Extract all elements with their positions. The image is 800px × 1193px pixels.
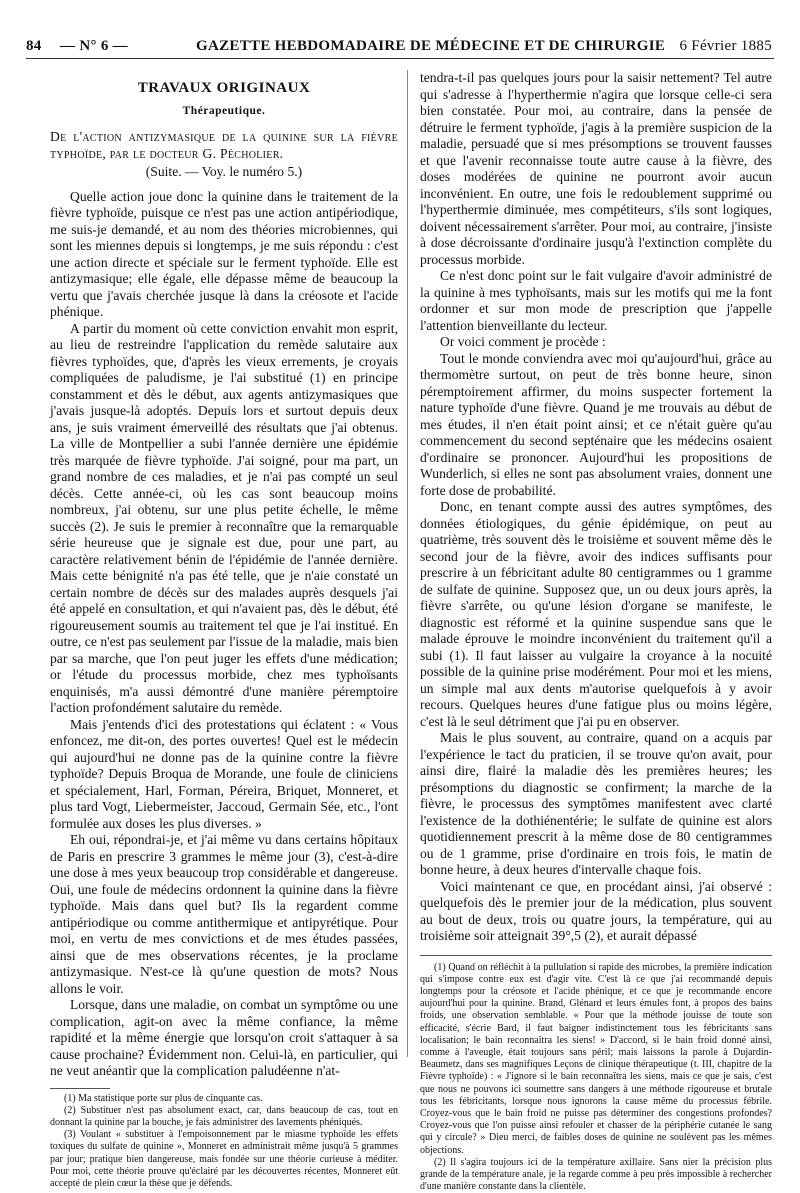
paragraph: Tout le monde conviendra avec moi qu'aujourd'hui, grâce au thermomètre surtout, on peut de très bonne heure, sinon péremptoirement affirmer, du moins suspecter fortement la nature typhoïde d'une fièvre. Quand je me trouvais au début de mes études, il n'en était point ainsi; et ce n'était guère qu'au commencement du second septénaire que les médecins osaient d'ordinaire se prononcer. Aujourd'hui les propositions de Wunderlich, si elles ne sont pas absolument vraies, donnent une forte dose de probabilité. xyxy=(420,351,772,500)
right-column xyxy=(420,70,772,1073)
paragraph: tendra-t-il pas quelques jours pour la saisir nettement? Tel autre qui s'adresse à l'hyperthermie n'agira que lorsque celle-ci sera bien constatée. Pour moi, au contraire, dans la pensée de détruire le ferment typhoïde, j'agis à la première suspicion de la maladie, persuadé que si mes présomptions se trouvent fausses et que l'avenir reconnaisse toute autre cause à la fièvre, des doses modérées de quinine ne pourront avoir aucun inconvénient. En outre, une fois le redoublement supprimé ou l'hyperthermie diminuée, mes compétiteurs, s'ils sont logiques, doivent nécessairement s'arrêter. Pour moi, au contraire, j'insiste à dose décroissante d'ordinaire jusqu'à l'extinction complète du processus morbide. xyxy=(420,70,772,268)
paragraph: Ce n'est donc point sur le fait vulgaire d'avoir administré de la quinine à mes typhoïsants, mais sur les motifs qui me la font ordonner et sur mon mode de prescription que j'appelle l'attention bienveillante du lecteur. xyxy=(420,268,772,334)
paragraph: Lorsque, dans une maladie, on combat un symptôme ou une complication, agit-on avec la même confiance, la même rapidité et la même énergie que lorsqu'on croit s'attaquer à sa cause prochaine? Évidemment non. Celui-là, en particulier, qui ne veut anéantir que la complication paludéenne n'at- xyxy=(50,997,398,1080)
footnote: (2) Substituer n'est pas absolument exact, car, dans beaucoup de cas, tout en donnant la quinine par la bouche, je fais administrer des lavements phéniqués. xyxy=(50,1105,398,1129)
article-title xyxy=(50,129,398,162)
paragraph: Mais j'entends d'ici des protestations qui éclatent : « Vous enfoncez, me dit-on, des portes ouvertes! Quel est le médecin qui aujourd'hui ne donne pas de la quinine contre la fièvre typhoïde? Depuis Broqua de Morande, une foule de cliniciens et spécialement, Harl, Forman, Péreira, Briquet, Monneret, et plus tard Vogt, Liebermeister, Jaccoud, Germain Sée, etc., l'ont formulée aux doses les plus diverses. » xyxy=(50,717,398,833)
article-title-text: De l'action antizymasique de la quinine sur la fièvre typhoïde, par le docteur G. Pécholier. xyxy=(50,129,398,161)
footnote: (3) Voulant « substituer à l'empoisonnement par le miasme typhoïde les effets toxiques du sulfate de quinine », Monneret en administrait même jusqu'à 5 grammes par jour; pratique bien dangereuse, mais fondée sur une théorie curieuse à méditer. Pour moi, cette théorie prouve qu'éclairé par les découvertes récentes, Monneret eût accepté de plein cœur la thèse que je défends. xyxy=(50,1129,398,1190)
footnote: (1) Quand on réfléchit à la pullulation si rapide des microbes, la première indication qui s'impose contre eux est d'agir vite. C'est là ce que j'ai recommandé depuis longtemps pour la créosote et l'acide phénique, et ce que je recommande encore aujourd'hui pour la quinine. Brand, Glénard et leurs émules font, à propos des bains froids, une observation semblable. « Pour que la méthode jouisse de toute son efficacité, s'écrie Bard, il faut baigner indistinctement tous les fébricitants sans localisation; le bain reconnaîtra les siens! » D'accord, si le bain froid donné ainsi, comme à l'aveugle, était toujours sans péril; mais laissons la parole à Dujardin-Beaumetz, dans ses magnifiques Leçons de clinique thérapeutique (t. III, chapitre de la Fièvre typhoïde) : « J'ignore si le bain reconnaîtra les siens, mais ce que je sais, c'est que nous ne pouvons ici soumettre sans dangers à une méthode rigoureuse et brutale tous les fébricitants, lorsque nous ignorons la cause même du processus fébrile. Croyez-vous que le bain froid ne puisse pas déterminer des congestions profondes? Croyez-vous que l'on puisse ainsi refouler et chasser de la périphérie cutanée le sang qui y circule? » Dieu merci, de faibles doses de quinine ne soulèvent pas les mêmes objections. xyxy=(420,962,772,1157)
section-title: TRAVAUX ORIGINAUX xyxy=(50,80,398,97)
paragraph: Donc, en tenant compte aussi des autres symptômes, des données étiologiques, du génie épidémique, on peut au quatrième, très souvent dès le troisième et souvent même dès le second jour de la fièvre, avoir des indices suffisants pour prescrire à un fébricitant adulte 80 centigrammes ou 1 gramme de sulfate de quinine. Supposez que, un ou deux jours après, la fièvre s'arrête, ou qu'une lésion d'organe se manifeste, le diagnostic est réformé et la quinine suspendue sans que le malade éprouve le moindre inconvénient du traitement qu'il a subi (1). Il faut laisser au vulgaire la croyance à la nocuité possible de la quinine prise modérément. Pour moi et les miens, un simple mal aux dents m'autorise quelquefois à y avoir recours. Quelques heures d'une fatigue plus ou moins légère, c'est là le seul détriment que j'ai pu en observer. xyxy=(420,499,772,730)
issue-date: 6 Février 1885 xyxy=(679,38,772,55)
journal-title: GAZETTE HEBDOMADAIRE DE MÉDECINE ET DE CHIRURGIE xyxy=(196,38,665,55)
footnotes-block xyxy=(420,955,772,1193)
paragraph: Mais le plus souvent, au contraire, quand on a acquis par l'expérience le tact du praticien, il se trouve qu'on avait, pour ainsi dire, flairé la maladie dès les premières heures; les présomptions du diagnostic se confirment; la marche de la fièvre, le processus des symptômes manifestent avec clarté l'existence de la dothiénentérie; le sulfate de quinine est alors quotidiennement prescrit à la même dose de 80 centigrammes ou de 1 gramme, prise d'ordinaire en trois fois, le matin de bonne heure, à deux heures d'intervalle chaque fois. xyxy=(420,730,772,879)
article-continuation-note: (Suite. — Voy. le numéro 5.) xyxy=(50,164,398,181)
paragraph: Or voici comment je procède : xyxy=(420,334,772,351)
paragraph: Quelle action joue donc la quinine dans le traitement de la fièvre typhoïde, puisque ce n'est pas une action antipériodique, me suis-je demandé, et au nom des théories microbiennes, qui sont les miennes depuis si longtemps, je me suis répondu : c'est une action directe et spéciale sur le ferment typhoïde. Elle est antizymasique; elle égale, elle dépasse même de beaucoup la vertu que j'avais cherchée jusque là dans la créosote et l'acide phénique. xyxy=(50,189,398,321)
paragraph: Voici maintenant ce que, en procédant ainsi, j'ai observé : quelquefois dès le premier jour de la médication, plus souvent au bout de deux, trois ou quatre jours, la température, qui au troisième soir atteignait 39°,5 (2), et aurait dépassé xyxy=(420,879,772,945)
footnote: (1) Ma statistique porte sur plus de cinquante cas. xyxy=(50,1093,398,1105)
footnote-rule xyxy=(50,1088,110,1089)
header-rule xyxy=(26,58,774,59)
left-column xyxy=(50,70,398,1073)
issue-number: — N° 6 — xyxy=(60,38,128,55)
paragraph: A partir du moment où cette conviction envahit mon esprit, au lieu de restreindre l'application du remède salutaire aux fièvres typhoïdes, que, d'après les vieux errements, je croyais compliquées de paludisme, je l'ai substitué (1) en principe constamment et dès le début, aux agents antizymasiques que j'avais jusque-là adoptés. Depuis lors et surtout depuis deux ans, je suis vraiment émerveillé des résultats que j'ai obtenus. La ville de Montpellier a subi l'année dernière une épidémie très marquée de fièvre typhoïde. J'ai soigné, pour ma part, un grand nombre de ces maladies, et je n'ai pas compté un seul décès. Cette année-ci, où les cas sont beaucoup moins nombreux, j'ai obtenu, sur une plus petite échelle, le même succès (2). Je suis le premier à reconnaître que la remarquable série heureuse que je signale est due, pour une part, au caractère relativement bénin de l'épidémie de l'année dernière. Mais cette bénignité n'a pas été telle, que je n'aie constaté un certain nombre de décès sur des malades auprès desquels j'ai été appelé en consultation, et qui n'avaient pas, dès le début, été rigoureusement soumis au traitement tel que je l'ai institué. En outre, ce n'est pas seulement par l'issue de la maladie, mais bien par sa marche, que l'on peut juger les effets d'une médication; or l'étude du processus morbide, chez mes typhoïsants enquinisés, m'a aussi démontré d'une manière péremptoire l'action profondément salutaire du remède. xyxy=(50,321,398,717)
section-subtitle: Thérapeutique. xyxy=(50,103,398,120)
paragraph: Eh oui, répondrai-je, et j'ai même vu dans certains hôpitaux de Paris en prescrire 3 grammes le même jour (3), c'est-à-dire une dose à mes yeux beaucoup trop considérable et dangereuse. Oui, une foule de médecins ordonnent la quinine dans la fièvre typhoïde. Mais dans quel but? Ils la regardent comme antipériodique ou comme antithermique et antipyrétique. Pour moi, en vertu de mes convictions et de mes études passées, ainsi que de mes observations récentes, je la proclame antizymasique. N'est-ce là qu'une question de mots? Nous allons le voir. xyxy=(50,832,398,997)
footnote: (2) Il s'agira toujours ici de la température axillaire. Sans nier la précision plus grande de la température anale, je la regarde comme à peu près impossible à rechercher d'une manière constante dans la clientèle. xyxy=(420,1157,772,1193)
column-divider xyxy=(407,70,408,1057)
page-number: 84 xyxy=(26,38,42,55)
running-header xyxy=(26,38,774,64)
